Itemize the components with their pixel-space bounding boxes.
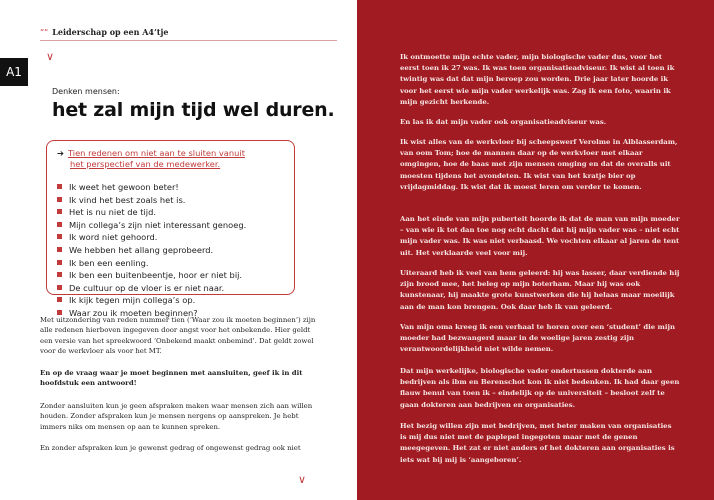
reasons-box	[46, 140, 295, 318]
reasons-heading-line-2: het perspectief van de medewerker.	[70, 159, 221, 169]
list-item-text: Ik kijk tegen mijn collega’s op.	[69, 295, 196, 306]
body-paragraph: Zonder aansluiten kun je geen afspraken maken waar mensen zich aan willen houden. Zonder afspraken kun je mensen nergens op aanspreken. Je hebt immers niks om mensen op aan te kunnen spreken.	[40, 402, 313, 431]
right-paragraph: Ik ontmoette mijn echte vader, mijn biologische vader dus, voor het eerst toen ik 27 was. Ik was toen organisatieadviseur. Ik wist al toen ik twintig was dat dat mijn beroep zou worden. Drie jaar later hoorde ik voor het eerst wie mijn vader werkelijk was. Zag ik een foto, waarin ik mijn gezicht herkende.	[400, 53, 675, 106]
section-headline: het zal mijn tijd wel duren.	[52, 99, 335, 121]
list-item	[57, 181, 246, 194]
chevron-down-icon: ∨	[46, 50, 55, 63]
reasons-heading	[57, 148, 245, 170]
list-item-text: Het is nu niet de tijd.	[69, 207, 156, 218]
square-bullet-icon	[57, 272, 62, 277]
list-item	[57, 294, 246, 307]
right-paragraph: Van mijn oma kreeg ik een verhaal te horen over een ‘student’ die mijn moeder had bezwangerd maar in de woelige jaren zestig zijn verantwoordelijkheid niet wilde nemen.	[400, 323, 675, 354]
body-paragraph: En zonder afspraken kun je gewenst gedrag of ongewenst gedrag ook niet	[40, 444, 301, 452]
right-paragraph: Dat mijn werkelijke, biologische vader ondertussen dokterde aan bedrijven als ibm en Berenschot kon ik niet bedenken. Ik had daar geen flauw benul van toen ik – eindelijk op de universiteit – besloot zelf te gaan dokteren aan bedrijven en organisaties.	[400, 367, 680, 409]
reasons-heading-line-1: Tien redenen om niet aan te sluiten vanuit	[67, 148, 245, 158]
list-item-text: Ik weet het gewoon beter!	[69, 182, 179, 192]
list-item	[57, 282, 246, 295]
right-paragraph: Het bezig willen zijn met bedrijven, met beter maken van organisaties is mij dus niet met de paplepel ingegoten maar met de genen meegegeven. Het zat er niet anders of het dokteren aan organisaties is iets wat bij mij is ‘aangeboren’.	[400, 422, 675, 464]
section-subtitle: Denken mensen:	[52, 87, 120, 96]
list-item-text: Ik vind het best zoals het is.	[69, 194, 186, 205]
right-paragraph: Ik wist alles van de werkvloer bij scheepswerf Verolme in Alblasserdam, van oom Tom; hoe de mannen daar op de werkvloer met elkaar omgingen, hoe de baas met zijn mensen omging en dat de overalls uit moesten tijdens het avondeten. Ik wist van het kratje bier op vrijdagmiddag. Ik wist dat ik moest leren om verder te komen.	[400, 138, 678, 191]
list-item	[57, 219, 246, 232]
header-divider	[40, 40, 337, 41]
right-paragraph: En las ik dat mijn vader ook organisatieadviseur was.	[400, 118, 607, 126]
list-item-text: Mijn collega’s zijn niet interessant genoeg.	[69, 219, 247, 230]
list-item	[57, 269, 246, 282]
list-item-text: Ik ben een eenling.	[69, 257, 149, 268]
square-bullet-icon	[57, 297, 62, 302]
square-bullet-icon	[57, 234, 62, 239]
square-bullet-icon	[57, 197, 62, 202]
chevron-down-icon: ∨	[298, 473, 307, 486]
list-item-text: Ik ben een buitenbeentje, hoor er niet bij.	[69, 270, 243, 281]
arrow-right-icon: ➔	[57, 148, 64, 158]
body-paragraph-bold: En op de vraag waar je moet beginnen met aansluiten, geef ik in dit hoofdstuk een antwoord!	[40, 369, 303, 388]
body-paragraph: Met uitzondering van reden nummer tien (‘Waar zou ik moeten beginnen’) zijn alle redenen hierboven ingegeven door angst voor het onbekende. Hier geldt een versie van het spreekwoord ‘Onbekend maakt onbemind’. Dat geldt zowel voor de werkvloer als voor het MT.	[40, 316, 316, 356]
square-bullet-icon	[57, 260, 62, 265]
quote-mark-icon: ““	[40, 28, 49, 37]
square-bullet-icon	[57, 222, 62, 227]
square-bullet-icon	[57, 209, 62, 214]
list-item	[57, 194, 246, 207]
reasons-list	[57, 181, 246, 320]
list-item	[57, 257, 246, 270]
list-item-text: Ik word niet gehoord.	[69, 232, 158, 243]
list-item	[57, 231, 246, 244]
list-item	[57, 244, 246, 257]
header-title: Leiderschap op een A4’tje	[52, 27, 169, 37]
square-bullet-icon	[57, 184, 62, 189]
chapter-tab: A1	[0, 58, 28, 86]
list-item-text: Waar zou ik moeten beginnen?	[69, 307, 198, 318]
right-paragraph: Aan het einde van mijn puberteit hoorde ik dat de man van mijn moeder – van wie ik tot dan toe nog echt dacht dat hij mijn vader was – niet echt mijn vader was. Ik was niet verbaasd. We vochten elkaar al jaren de tent uit. Het verklaarde veel voor mij.	[400, 215, 680, 257]
right-paragraph: Uiteraard heb ik veel van hem geleerd: hij was lasser, daar verdiende hij zijn brood mee, het beleg op mijn boterham. Maar hij was ook kunstenaar, hij maakte grote kunstwerken die hij helaas maar moeilijk aan de man kon brengen. Ook daar heb ik van geleerd.	[400, 269, 680, 311]
running-header	[40, 27, 168, 37]
square-bullet-icon	[57, 285, 62, 290]
list-item-text: We hebben het allang geprobeerd.	[69, 244, 214, 255]
square-bullet-icon	[57, 247, 62, 252]
list-item	[57, 206, 246, 219]
list-item-text: De cultuur op de vloer is er niet naar.	[69, 282, 225, 293]
